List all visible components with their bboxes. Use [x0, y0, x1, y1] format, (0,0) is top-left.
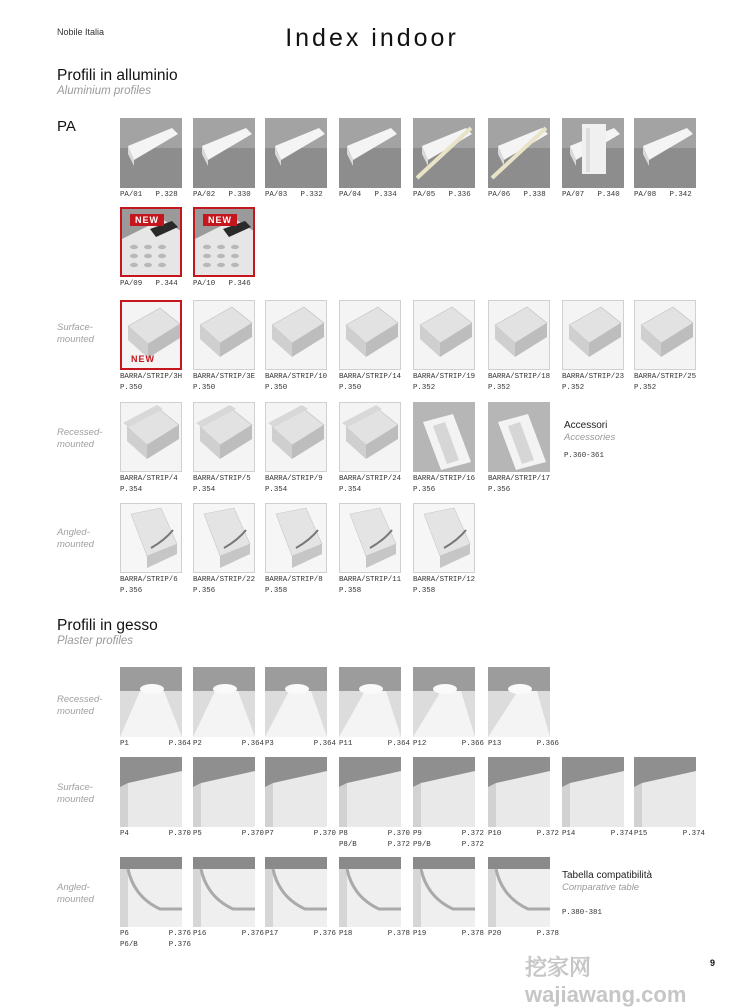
product-label-p17: P17 P.376	[265, 930, 336, 938]
product-photo	[265, 118, 327, 188]
product-photo	[562, 757, 624, 827]
product-photo	[194, 504, 255, 573]
product-label-p19: P19 P.378	[413, 930, 484, 938]
product-image-p4	[120, 757, 182, 827]
product-image-pa07	[562, 118, 624, 188]
product-label-p8: P8 P.370 P8/B P.372	[339, 830, 410, 849]
product-image-pa10	[193, 207, 255, 277]
product-image-p19	[413, 857, 475, 927]
watermark: 挖家网 wajiawang.com	[525, 955, 687, 1007]
product-photo	[562, 118, 624, 188]
product-label-bs10: BARRA/STRIP/10 P.350	[265, 373, 328, 392]
aluminium-section-title: Profili in alluminio	[57, 67, 178, 84]
product-label-p18: P18 P.378	[339, 930, 410, 938]
category-surface-mounted: Surface- mounted	[57, 322, 94, 345]
product-image-pa05	[413, 118, 475, 188]
product-label-p2: P2 P.364	[193, 740, 264, 748]
product-label-pa05: PA/05 P.336	[413, 191, 471, 199]
product-image-pa08	[634, 118, 696, 188]
product-image-p7	[265, 757, 327, 827]
new-badge: NEW	[203, 214, 237, 226]
page-title: Index indoor	[285, 24, 459, 52]
product-photo	[340, 403, 401, 472]
product-image-bs5	[193, 402, 255, 472]
product-image-p18	[339, 857, 401, 927]
product-label-p15: P15 P.374	[634, 830, 705, 838]
product-label-bs5: BARRA/STRIP/5 P.354	[193, 475, 251, 494]
product-photo	[563, 301, 624, 370]
product-label-p16: P16 P.376	[193, 930, 264, 938]
product-image-bs18	[488, 300, 550, 370]
product-photo	[120, 757, 182, 827]
product-label-p13: P13 P.366	[488, 740, 559, 748]
product-label-bs19: BARRA/STRIP/19 P.352	[413, 373, 476, 392]
product-photo	[120, 118, 182, 188]
product-photo	[193, 118, 255, 188]
product-image-p14	[562, 757, 624, 827]
product-image-pa06	[488, 118, 550, 188]
aluminium-section-subtitle: Aluminium profiles	[57, 85, 151, 97]
product-photo	[489, 301, 550, 370]
product-label-bs6: BARRA/STRIP/6 P.356	[120, 576, 178, 595]
product-photo	[265, 757, 327, 827]
product-photo	[414, 504, 475, 573]
product-photo	[340, 504, 401, 573]
category-plaster-recessed-mounted: Recessed- mounted	[57, 694, 103, 717]
product-photo	[414, 301, 475, 370]
product-photo	[340, 301, 401, 370]
product-image-bs17	[488, 402, 550, 472]
product-photo	[339, 667, 401, 737]
product-image-bs8	[265, 503, 327, 573]
product-image-p1	[120, 667, 182, 737]
plaster-section-title: Profili in gesso	[57, 617, 158, 634]
product-image-bs23	[562, 300, 624, 370]
product-photo	[634, 118, 696, 188]
product-label-bs18: BARRA/STRIP/18 P.352	[488, 373, 551, 392]
product-image-bs25	[634, 300, 696, 370]
new-badge: NEW	[130, 214, 164, 226]
product-label-bs16: BARRA/STRIP/16 P.356	[413, 475, 476, 494]
product-image-pa03	[265, 118, 327, 188]
product-image-p3	[265, 667, 327, 737]
product-label-bs25: BARRA/STRIP/25 P.352	[634, 373, 697, 392]
product-photo	[266, 504, 327, 573]
product-label-bs4: BARRA/STRIP/4 P.354	[120, 475, 178, 494]
product-photo	[413, 667, 475, 737]
accessories-subtitle: Accessories	[564, 432, 616, 443]
pa-label: PA	[57, 118, 76, 135]
product-photo	[488, 118, 550, 188]
product-image-bs24	[339, 402, 401, 472]
product-image-p15	[634, 757, 696, 827]
product-label-p4: P4 P.370	[120, 830, 191, 838]
product-image-bs16	[413, 402, 475, 472]
product-image-bs10	[265, 300, 327, 370]
product-photo	[488, 857, 550, 927]
product-label-bs11: BARRA/STRIP/11 P.358	[339, 576, 402, 595]
product-photo	[635, 301, 696, 370]
product-photo	[634, 757, 696, 827]
product-photo	[120, 857, 182, 927]
product-image-bs12	[413, 503, 475, 573]
product-label-pa10: PA/10 P.346	[193, 280, 251, 288]
product-image-bs19	[413, 300, 475, 370]
product-label-pa01: PA/01 P.328	[120, 191, 178, 199]
product-label-p9: P9 P.372 P9/B P.372	[413, 830, 484, 849]
product-photo	[193, 667, 255, 737]
product-label-bs17: BARRA/STRIP/17 P.356	[488, 475, 551, 494]
product-label-pa07: PA/07 P.340	[562, 191, 620, 199]
product-image-bs11	[339, 503, 401, 573]
compat-table-title: Tabella compatibilità	[562, 870, 653, 881]
product-label-p6: P6 P.376 P6/B P.376	[120, 930, 191, 949]
product-photo	[339, 857, 401, 927]
product-photo	[488, 757, 550, 827]
product-label-p10: P10 P.372	[488, 830, 559, 838]
product-label-p1: P1 P.364	[120, 740, 191, 748]
product-label-bs24: BARRA/STRIP/24 P.354	[339, 475, 402, 494]
product-label-pa03: PA/03 P.332	[265, 191, 323, 199]
product-image-bs14	[339, 300, 401, 370]
product-label-p20: P20 P.378	[488, 930, 559, 938]
product-label-p5: P5 P.370	[193, 830, 264, 838]
product-label-p7: P7 P.370	[265, 830, 336, 838]
product-label-pa06: PA/06 P.338	[488, 191, 546, 199]
product-image-pa02	[193, 118, 255, 188]
product-photo	[266, 403, 327, 472]
product-photo	[265, 857, 327, 927]
product-photo	[194, 403, 255, 472]
product-photo	[121, 504, 182, 573]
product-image-bs6	[120, 503, 182, 573]
product-label-p11: P11 P.364	[339, 740, 410, 748]
product-photo	[488, 402, 550, 472]
product-image-p9	[413, 757, 475, 827]
product-image-bs9	[265, 402, 327, 472]
product-photo	[265, 667, 327, 737]
compat-table-page: P.380-381	[562, 909, 602, 917]
product-label-bs12: BARRA/STRIP/12 P.358	[413, 576, 476, 595]
product-image-p20	[488, 857, 550, 927]
product-photo	[413, 402, 475, 472]
plaster-section-subtitle: Plaster profiles	[57, 635, 134, 647]
category-plaster-angled-mounted: Angled- mounted	[57, 882, 94, 905]
product-image-bs3e	[193, 300, 255, 370]
product-image-p8	[339, 757, 401, 827]
new-badge: NEW	[131, 354, 155, 364]
product-photo	[193, 757, 255, 827]
product-photo	[339, 118, 401, 188]
product-photo	[193, 857, 255, 927]
product-label-bs8: BARRA/STRIP/8 P.358	[265, 576, 323, 595]
accessories-title: Accessori	[564, 420, 608, 431]
product-photo	[121, 403, 182, 472]
product-label-pa04: PA/04 P.334	[339, 191, 397, 199]
product-photo	[413, 857, 475, 927]
product-label-p14: P14 P.374	[562, 830, 633, 838]
category-recessed-mounted: Recessed- mounted	[57, 427, 103, 450]
product-label-p12: P12 P.366	[413, 740, 484, 748]
product-image-p17	[265, 857, 327, 927]
product-image-p11	[339, 667, 401, 737]
page-number: 9	[710, 958, 716, 968]
product-image-p13	[488, 667, 550, 737]
category-angled-mounted: Angled- mounted	[57, 527, 94, 550]
product-image-p12	[413, 667, 475, 737]
product-label-bs22: BARRA/STRIP/22 P.356	[193, 576, 256, 595]
product-label-bs23: BARRA/STRIP/23 P.352	[562, 373, 625, 392]
product-photo	[120, 667, 182, 737]
product-image-p16	[193, 857, 255, 927]
product-image-p2	[193, 667, 255, 737]
compat-table-subtitle: Comparative table	[562, 882, 640, 893]
brand-name: Nobile Italia	[57, 27, 105, 37]
product-image-p6	[120, 857, 182, 927]
product-photo	[194, 301, 255, 370]
category-plaster-surface-mounted: Surface- mounted	[57, 782, 94, 805]
product-image-pa01	[120, 118, 182, 188]
product-image-bs4	[120, 402, 182, 472]
product-image-pa04	[339, 118, 401, 188]
product-photo	[266, 301, 327, 370]
product-photo	[413, 118, 475, 188]
accessories-page: P.360-361	[564, 452, 604, 460]
product-photo	[339, 757, 401, 827]
product-label-pa09: PA/09 P.344	[120, 280, 178, 288]
product-image-bs22	[193, 503, 255, 573]
product-label-p3: P3 P.364	[265, 740, 336, 748]
product-label-bs14: BARRA/STRIP/14 P.350	[339, 373, 402, 392]
product-label-pa08: PA/08 P.342	[634, 191, 692, 199]
product-label-pa02: PA/02 P.330	[193, 191, 251, 199]
product-image-p10	[488, 757, 550, 827]
product-image-p5	[193, 757, 255, 827]
product-label-bs3e: BARRA/STRIP/3E P.350	[193, 373, 256, 392]
product-image-bs3h	[120, 300, 182, 370]
product-label-bs3h: BARRA/STRIP/3H P.350	[120, 373, 183, 392]
product-image-pa09	[120, 207, 182, 277]
product-photo	[488, 667, 550, 737]
product-photo	[413, 757, 475, 827]
product-label-bs9: BARRA/STRIP/9 P.354	[265, 475, 323, 494]
